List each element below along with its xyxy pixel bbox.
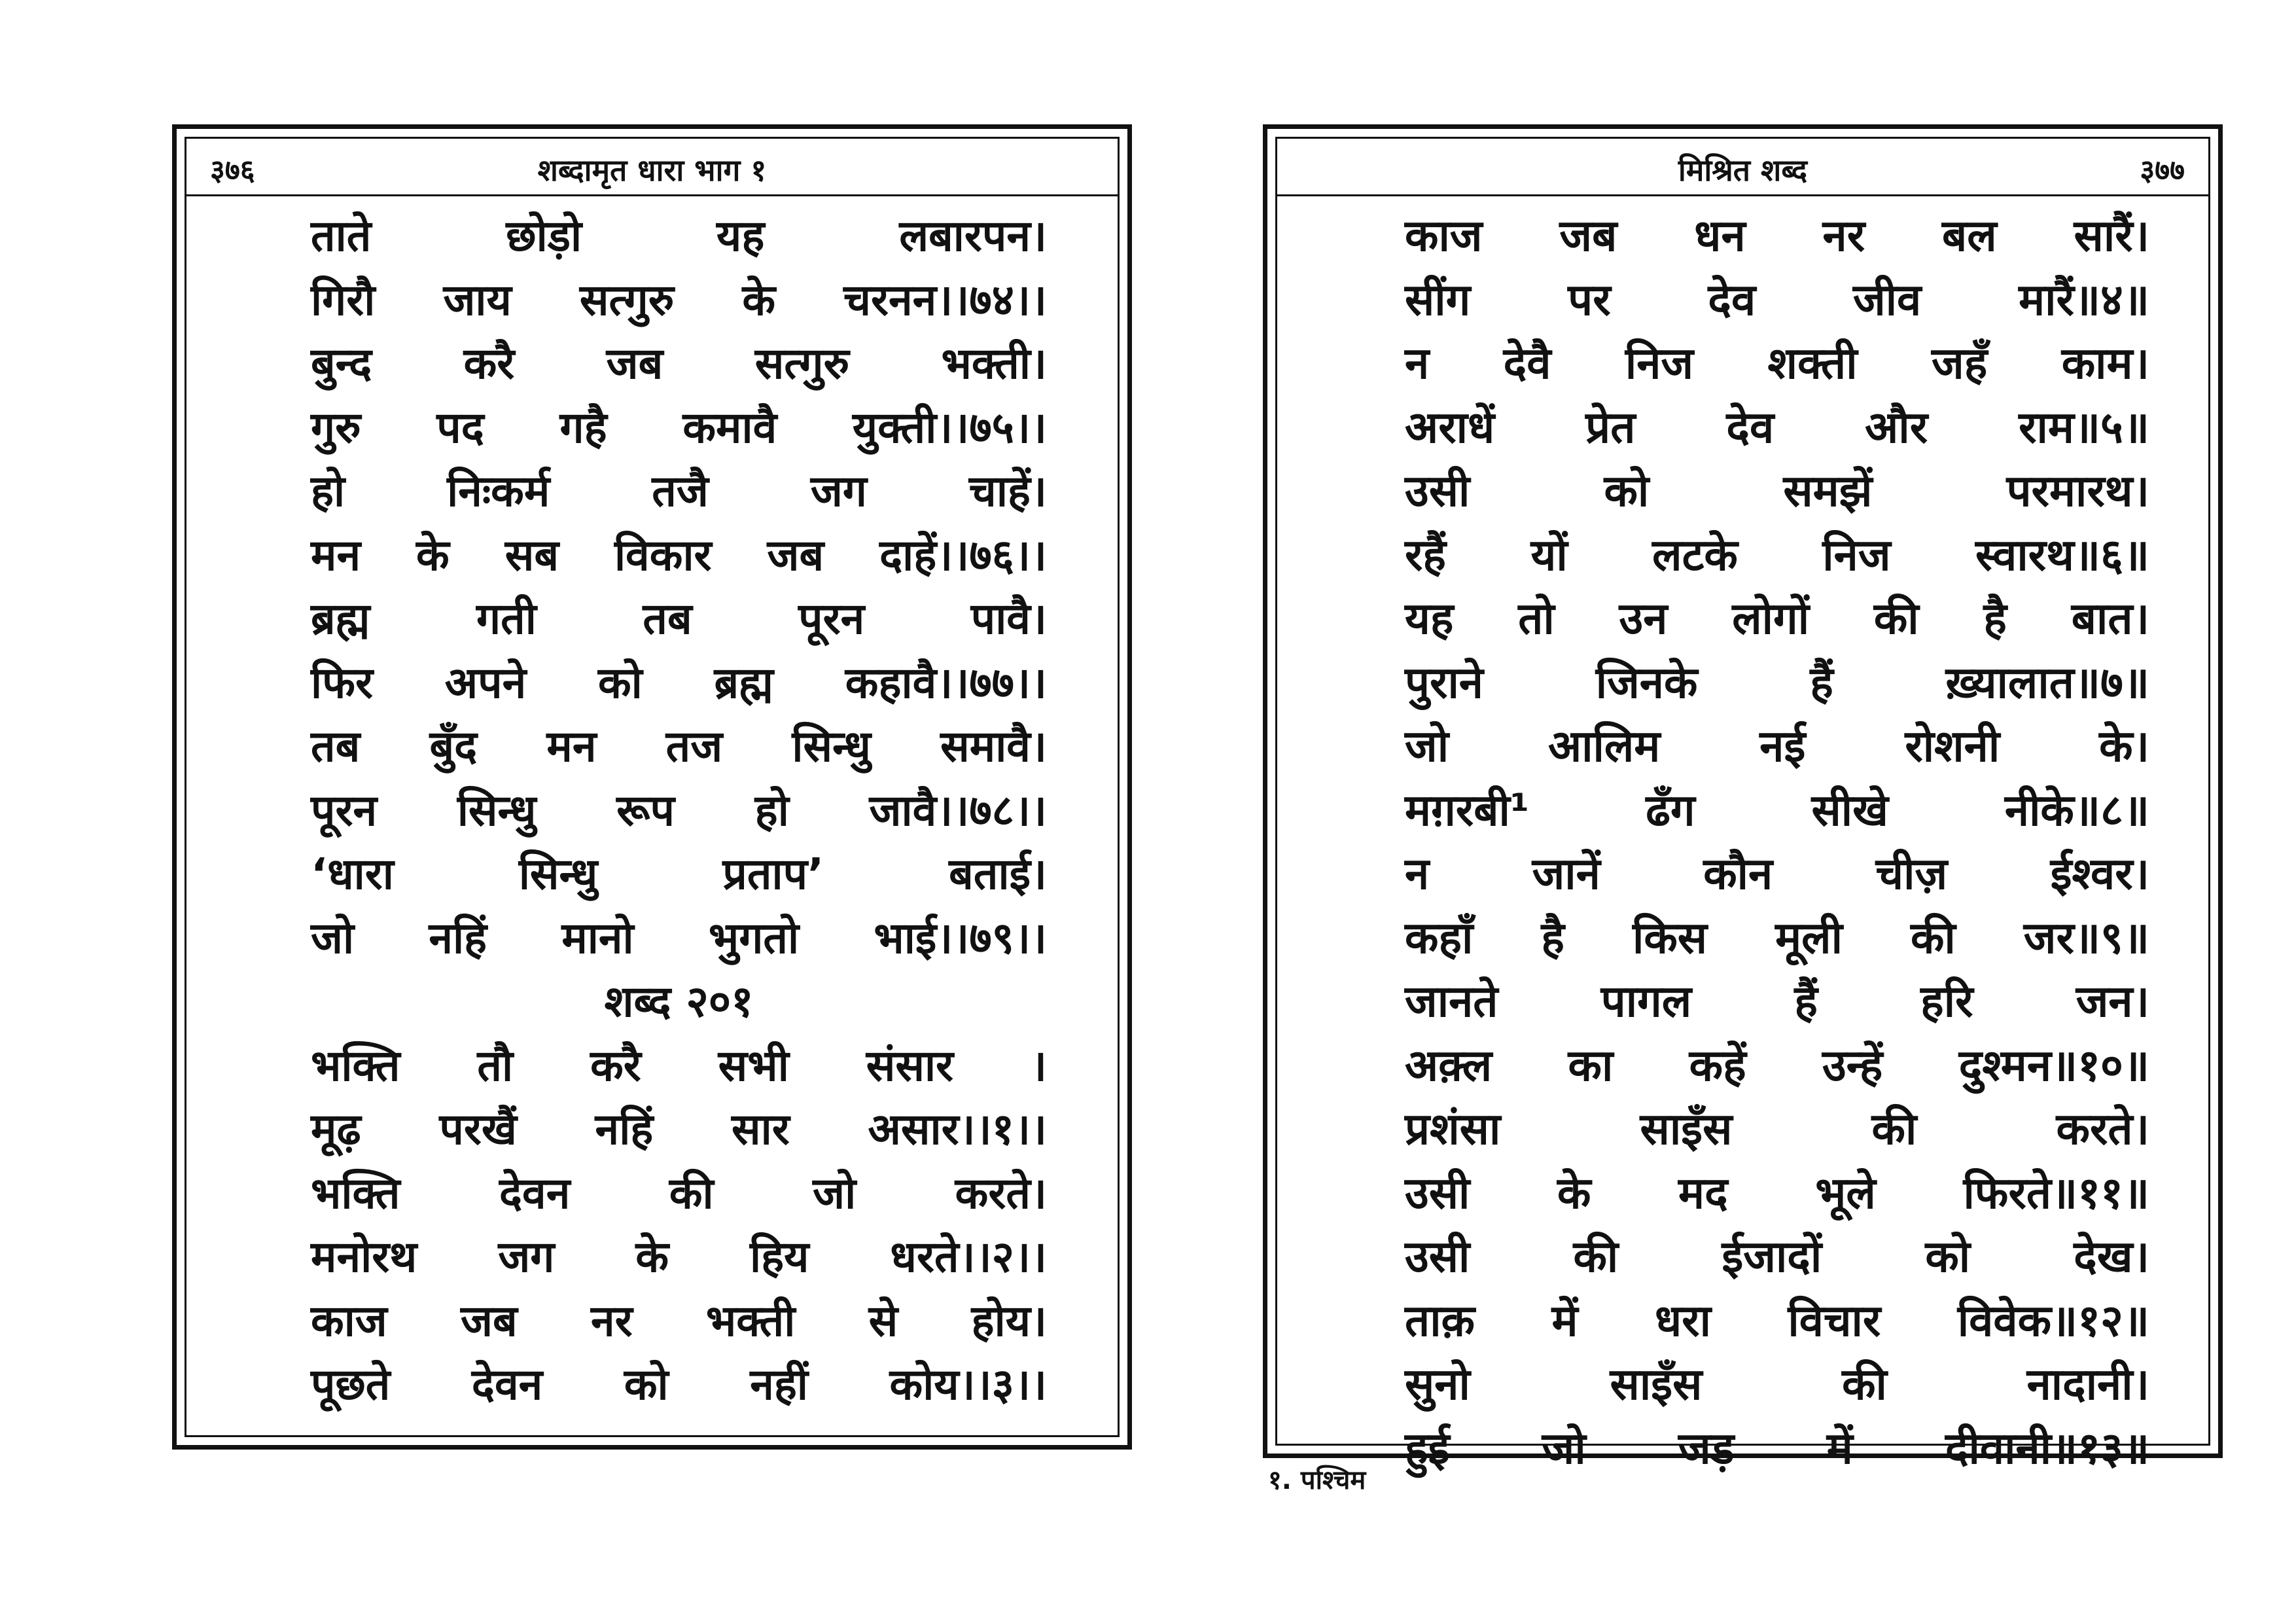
verse-line: यह तो उन लोगों की है बात।	[1405, 593, 2149, 644]
left-page-number: ३७६	[210, 154, 255, 187]
verse-line: प्रशंसा साइँस की करते।	[1405, 1103, 2149, 1154]
verse-line: पूछते देवन को नहीं कोय।।३।।	[311, 1359, 1047, 1410]
verse-line: बुन्द करै जब सत्गुरु भक्ती।	[311, 338, 1047, 389]
verse-line: गिरौ जाय सत्गुरु के चरनन।।७४।।	[311, 274, 1047, 325]
left-page	[172, 124, 1132, 1450]
verse-line: ताते छोड़ो यह लबारपन।	[311, 211, 1047, 261]
verse-line: हुई जो जड़ में दीवानी॥१३॥	[1405, 1422, 2149, 1474]
verse-line: उसी को समझें परमारथ।	[1405, 465, 2149, 516]
verse-line: गुरु पद गहै कमावै युक्ती।।७५।।	[311, 402, 1047, 453]
verse-line: काज जब धन नर बल सारैं।	[1405, 210, 2149, 261]
verse-line: मनोरथ जग के हिय धरते।।२।।	[311, 1232, 1047, 1282]
verse-line: तब बुँद मन तज सिन्धु समावै।	[311, 721, 1047, 772]
footnote: १. पश्चिम	[1268, 1465, 1366, 1495]
verse-line: ‘धारा सिन्धु प्रताप’ बताई।	[311, 849, 1047, 899]
right-verses	[1277, 204, 2208, 1480]
verse-line: अक़्ल का कहें उन्हें दुश्मन॥१०॥	[1405, 1039, 2149, 1091]
verse-line: फिर अपने को ब्रह्म कहावै।।७७।।	[311, 657, 1047, 708]
verse-line: हो निःकर्म तजै जग चाहें।	[311, 466, 1047, 516]
verse-line: ताक़ में धरा विचार विवेक॥१२॥	[1405, 1294, 2149, 1346]
right-page-number: ३७७	[2140, 154, 2185, 187]
verse-line: न देवै निज शक्ती जहँ काम।	[1405, 338, 2149, 389]
left-page-frame	[185, 137, 1120, 1437]
verse-line: उसी के मद भूले फिरते॥११॥	[1405, 1167, 2149, 1219]
verse-line: रहैं यों लटके निज स्वारथ॥६॥	[1405, 529, 2149, 580]
verse-line: जो आलिम नई रोशनी के।	[1405, 721, 2149, 772]
verse-line: उसी की ईजादों को देख।	[1405, 1231, 2149, 1282]
verse-line: भक्ति तौ करै सभी संसार ।	[311, 1040, 1047, 1091]
verse-line: पुराने जिनके हैं ख़्यालात॥७॥	[1405, 656, 2149, 708]
right-page-frame	[1275, 137, 2210, 1474]
verse-line: अराधें प्रेत देव और राम॥५॥	[1405, 401, 2149, 453]
right-page	[1263, 124, 2223, 1474]
left-verses	[186, 204, 1118, 1417]
verse-line: मग़रबी¹ ढँग सीखे नीके॥८॥	[1405, 784, 2149, 836]
verse-line: जो नहिं मानो भुगतो भाई।।७९।।	[311, 912, 1047, 963]
verse-line: सींग पर देव जीव मारैं॥४॥	[1405, 274, 2149, 325]
verse-line: जानते पागल हैं हरि जन।	[1405, 976, 2149, 1027]
right-running-title: मिश्रित शब्द	[1678, 152, 1808, 188]
left-page-header	[186, 139, 1118, 196]
verse-line: न जानें कौन चीज़ ईश्वर।	[1405, 848, 2149, 899]
verse-line: सुनो साइँस की नादानी।	[1405, 1359, 2149, 1410]
verse-line: भक्ति देवन की जो करते।	[311, 1168, 1047, 1219]
left-running-title: शब्दामृत धारा भाग १	[537, 152, 767, 188]
verse-line: मूढ़ परखैं नहिं सार असार।।१।।	[311, 1104, 1047, 1154]
section-heading: शब्द २०१	[604, 976, 754, 1027]
verse-line: मन के सब विकार जब दाहें।।७६।।	[311, 529, 1047, 580]
verse-line: ब्रह्म गती तब पूरन पावै।	[311, 594, 1047, 644]
verse-line: पूरन सिन्धु रूप हो जावै।।७८।।	[311, 785, 1047, 836]
verse-line: काज जब नर भक्ती से होय।	[311, 1295, 1047, 1346]
verse-line: कहाँ है किस मूली की जर॥९॥	[1405, 912, 2149, 963]
right-page-header	[1277, 139, 2208, 196]
